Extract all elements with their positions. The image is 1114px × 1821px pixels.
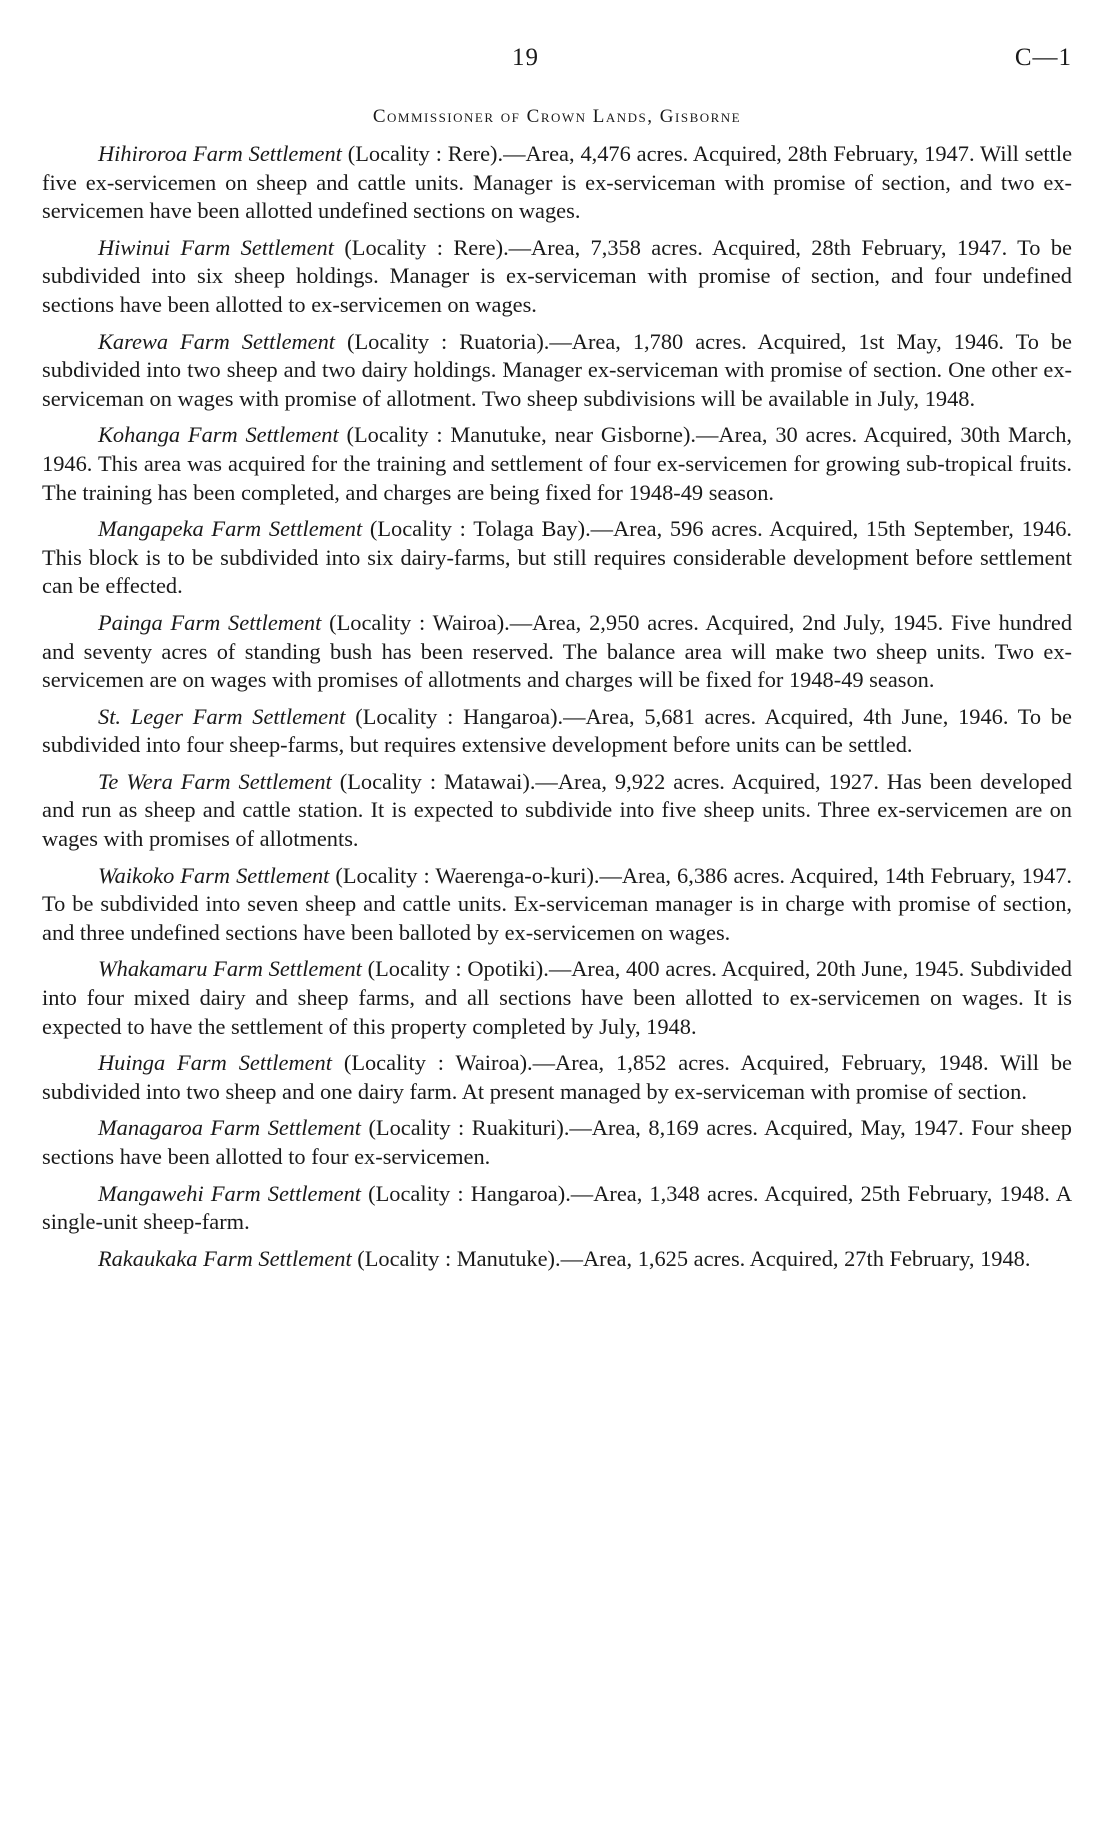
entry-kohanga <box>42 421 1072 507</box>
entry-text: (Locality : Manutuke, near Gisborne).—Area, 30 acres. Acquired, 30th March, 1946. This area was acquired for the training and settlement of four ex-servicemen for growing sub-tropical fruits. The training has been completed, and charges are being fixed for 1948-49 season. <box>42 422 1072 505</box>
entry-name: Hihiroroa Farm Settlement <box>98 141 342 166</box>
entry-hiwinui <box>42 234 1072 320</box>
entry-text: (Locality : Wairoa).—Area, 2,950 acres. Acquired, 2nd July, 1945. Five hundred and seventy acres of standing bush has been reserved. The balance area will make two sheep units. Two ex-servicemen are on wages with promises of allotments and charges will be fixed for 1948-49 season. <box>42 609 1073 693</box>
entry-waikoko <box>42 862 1072 948</box>
entry-st-leger <box>42 703 1072 760</box>
entry-text: (Locality : Rere).—Area, 7,358 acres. Acquired, 28th February, 1947. To be subdivided into six sheep holdings. Manager is ex-serviceman with promise of section, and four undefined sections have been allotted to ex-servicemen on wages. <box>42 234 1072 317</box>
entry-name: Te Wera Farm Settlement <box>98 768 332 794</box>
entries-list <box>42 140 1072 1273</box>
entry-name: Whakamaru Farm Settlement <box>98 956 362 982</box>
entry-mangawehi <box>42 1180 1072 1237</box>
entry-karewa <box>42 328 1072 414</box>
entry-name: Waikoko Farm Settlement <box>98 862 330 888</box>
entry-text: (Locality : Wairoa).—Area, 1,852 acres. Acquired, February, 1948. Will be subdivided into two sheep and one dairy farm. At present managed by ex-serviceman with promise of section. <box>42 1050 1072 1104</box>
document-page <box>42 44 1072 1281</box>
entry-hihiroroa <box>42 140 1072 226</box>
entry-text: (Locality : Waerenga-o-kuri).—Area, 6,386 acres. Acquired, 14th February, 1947. To be subdivided into seven sheep and cattle units. Ex-serviceman manager is in charge with promise of section, and three undefined sections have been balloted by ex-servicemen on wages. <box>42 862 1072 945</box>
entry-name: Hiwinui Farm Settlement <box>98 234 334 260</box>
page-code: C—1 <box>1014 44 1072 71</box>
section-title: Commissioner of Crown Lands, Gisborne <box>372 106 742 127</box>
entry-mangapeka <box>42 515 1072 601</box>
entry-name: Mangawehi Farm Settlement <box>98 1180 362 1206</box>
entry-name: Kohanga Farm Settlement <box>98 422 339 448</box>
entry-name: Karewa Farm Settlement <box>98 328 336 354</box>
entry-painga <box>42 609 1072 695</box>
entry-text: (Locality : Manutuke).—Area, 1,625 acres. Acquired, 27th February, 1948. <box>351 1245 1031 1271</box>
entry-text: (Locality : Hangaroa).—Area, 1,348 acres. Acquired, 25th February, 1948. A single-unit sheep-farm. <box>42 1180 1072 1235</box>
entry-managaroa <box>42 1114 1072 1171</box>
entry-name: Painga Farm Settlement <box>98 609 322 635</box>
entry-text: (Locality : Ruatoria).—Area, 1,780 acres. Acquired, 1st May, 1946. To be subdivided into two sheep and two dairy holdings. Manager ex-serviceman with promise of section. One other ex-serviceman on wages with promise of allotment. Two sheep subdivisions will be available in July, 1948. <box>42 328 1072 411</box>
entry-text: (Locality : Tolaga Bay).—Area, 596 acres. Acquired, 15th September, 1946. This block is to be subdivided into six dairy-farms, but still requires considerable development before settlement can be effected. <box>42 516 1072 599</box>
entry-te-wera <box>42 768 1072 854</box>
entry-name: St. Leger Farm Settlement <box>98 703 346 729</box>
entry-text: (Locality : Rere).—Area, 4,476 acres. Acquired, 28th February, 1947. Will settle five ex-servicemen on sheep and cattle units. Manager is ex-serviceman with promise of section, and two ex-servicemen have been allotted undefined sections on wages. <box>42 141 1073 224</box>
page-number: 19 <box>512 44 539 71</box>
entry-rakaukaka <box>42 1245 1072 1274</box>
entry-name: Rakaukaka Farm Settlement <box>98 1245 352 1271</box>
entry-name: Managaroa Farm Settlement <box>98 1115 361 1141</box>
entry-text: (Locality : Opotiki).—Area, 400 acres. Acquired, 20th June, 1945. Subdivided into four mixed dairy and sheep farms, and all sections have been allotted to ex-servicemen on wages. It is expected to have the settlement of this property completed by July, 1948. <box>42 956 1072 1039</box>
entry-text: (Locality : Matawai).—Area, 9,922 acres. Acquired, 1927. Has been developed and run as sheep and cattle station. It is expected to subdivide into five sheep units. Three ex-servicemen are on wages with promises of allotments. <box>42 768 1072 852</box>
entry-name: Mangapeka Farm Settlement <box>98 516 363 542</box>
page-header <box>42 44 1072 84</box>
entry-whakamaru <box>42 955 1072 1041</box>
entry-name: Huinga Farm Settlement <box>98 1050 332 1076</box>
entry-text: (Locality : Ruakituri).—Area, 8,169 acres. Acquired, May, 1947. Four sheep sections have been allotted to four ex-servicemen. <box>42 1115 1072 1169</box>
entry-text: (Locality : Hangaroa).—Area, 5,681 acres. Acquired, 4th June, 1946. To be subdivided into four sheep-farms, but requires extensive development before units can be settled. <box>42 703 1072 758</box>
entry-huinga <box>42 1049 1072 1106</box>
